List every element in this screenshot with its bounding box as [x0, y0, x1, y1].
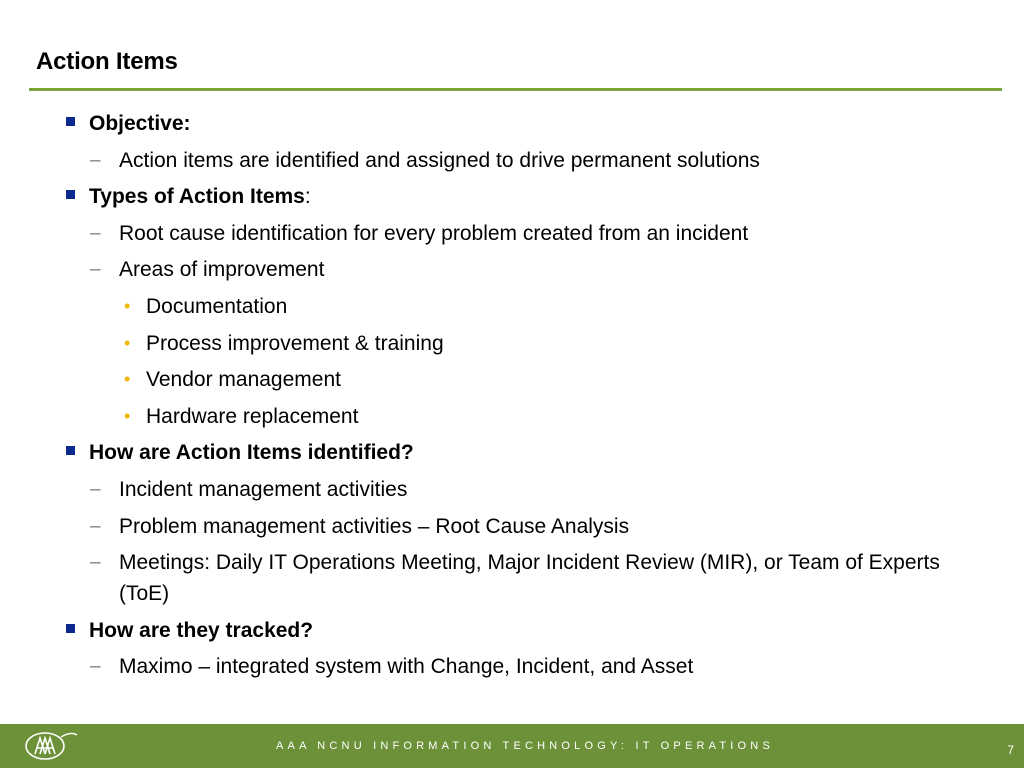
sub-bullet: [0, 218, 1024, 249]
sub-bullet: [0, 474, 1024, 505]
bullet-text: Process improvement & training: [146, 331, 444, 355]
dot-bullet-icon: •: [124, 405, 131, 426]
bullet-heading: How are Action Items identified?: [89, 441, 414, 465]
aaa-logo-icon: [23, 729, 79, 763]
bullet-heading: Objective:: [89, 112, 191, 135]
sub-bullet: [0, 547, 969, 609]
sub-bullet: [0, 651, 1024, 682]
bullet-heading: Types of Action Items: [89, 185, 305, 209]
dash-bullet-icon: –: [90, 478, 101, 500]
bullet-text: Documentation: [146, 294, 288, 318]
dot-bullet-icon: •: [124, 295, 131, 316]
bullet-text: Problem management activities – Root Cause Analysis: [119, 514, 630, 538]
sub-bullet: [0, 254, 1024, 285]
dot-bullet-icon: •: [124, 369, 131, 390]
sub-bullet: [0, 511, 1024, 542]
bullet-text: Areas of improvement: [119, 258, 325, 282]
dash-bullet-icon: –: [90, 515, 101, 537]
title-divider: [29, 88, 1002, 91]
footer-text: AAA NCNU INFORMATION TECHNOLOGY: IT OPERATIONS: [276, 740, 774, 752]
bullet-types: [0, 181, 1024, 212]
sub-sub-bullet: [0, 291, 1024, 322]
dash-bullet-icon: –: [90, 259, 101, 281]
bullet-text: Action items are identified and assigned to drive permanent solutions: [119, 148, 760, 172]
square-bullet-icon: [66, 446, 75, 455]
slide-title: Action Items: [36, 48, 178, 75]
dash-bullet-icon: –: [90, 222, 101, 244]
sub-sub-bullet: [0, 364, 1024, 395]
bullet-text: Hardware replacement: [146, 404, 359, 428]
bullet-objective: [0, 108, 1024, 139]
bullet-text: Meetings: Daily IT Operations Meeting, Major Incident Review (MIR), or Team of Experts (ToE): [119, 551, 940, 606]
bullet-tracked: [0, 615, 1024, 646]
footer-bar: [0, 724, 1024, 768]
page-number: 7: [1007, 743, 1014, 757]
bullet-text: Maximo – integrated system with Change, Incident, and Asset: [119, 655, 694, 679]
bullet-heading: How are they tracked?: [89, 618, 314, 642]
bullet-text: Vendor management: [146, 368, 341, 392]
square-bullet-icon: [66, 624, 75, 633]
square-bullet-icon: [66, 117, 75, 126]
bullet-identified: [0, 437, 1024, 468]
bullet-text: Root cause identification for every problem created from an incident: [119, 221, 749, 245]
dash-bullet-icon: –: [90, 149, 101, 171]
dot-bullet-icon: •: [124, 332, 131, 353]
dash-bullet-icon: –: [90, 656, 101, 678]
slide-content: [0, 108, 1024, 688]
bullet-text: Incident management activities: [119, 477, 408, 501]
square-bullet-icon: [66, 190, 75, 199]
sub-bullet: [0, 145, 1024, 176]
sub-sub-bullet: [0, 401, 1024, 432]
dash-bullet-icon: –: [90, 552, 101, 574]
sub-sub-bullet: [0, 328, 1024, 359]
bullet-heading-suffix: :: [304, 185, 311, 209]
